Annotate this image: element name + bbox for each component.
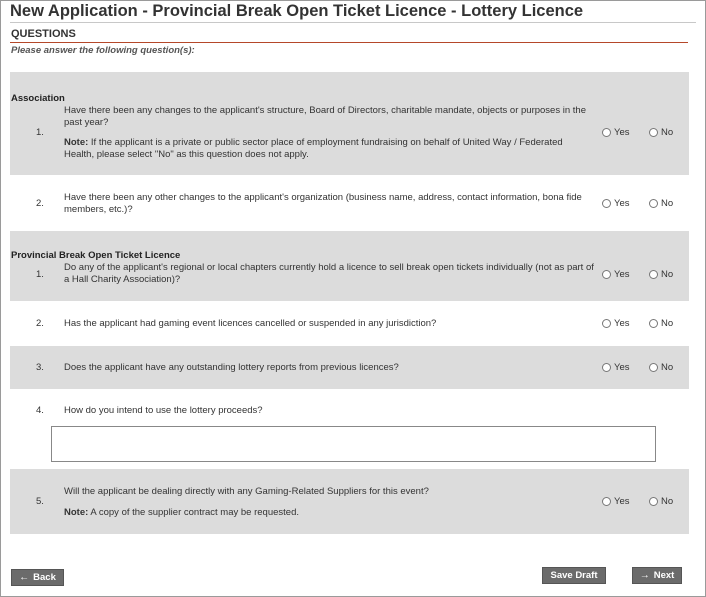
radio-yes-p1[interactable] bbox=[602, 269, 630, 280]
group-heading-association: Association bbox=[11, 93, 65, 104]
question-text: Do any of the applicant's regional or local chapters currently hold a licence to sell break open tickets individually (not as part of a Hall Charity Association)? bbox=[64, 262, 594, 285]
radio-label: Yes bbox=[614, 127, 630, 138]
back-button-label: Back bbox=[33, 572, 56, 583]
radio-label: No bbox=[661, 318, 674, 329]
radio-circle[interactable] bbox=[649, 270, 658, 279]
radio-no-p3[interactable] bbox=[649, 362, 673, 373]
arrow-right-icon: → bbox=[639, 569, 650, 581]
radio-label: No bbox=[661, 127, 674, 138]
radio-yes-p3[interactable] bbox=[602, 362, 630, 373]
arrow-left-icon: ← bbox=[19, 571, 30, 583]
radio-circle[interactable] bbox=[602, 128, 611, 137]
radio-label: No bbox=[661, 496, 674, 507]
radio-label: Yes bbox=[614, 269, 630, 280]
radio-circle[interactable] bbox=[649, 363, 658, 372]
radio-circle[interactable] bbox=[602, 363, 611, 372]
radio-label: No bbox=[661, 269, 674, 280]
radio-circle[interactable] bbox=[602, 319, 611, 328]
radio-label: Yes bbox=[614, 496, 630, 507]
question-text: Does the applicant have any outstanding lottery reports from previous licences? bbox=[64, 362, 399, 373]
radio-circle[interactable] bbox=[649, 199, 658, 208]
question-number: 2. bbox=[36, 198, 44, 209]
question-text: Will the applicant be dealing directly with any Gaming-Related Suppliers for this event? bbox=[64, 486, 429, 497]
note-text: A copy of the supplier contract may be requested. bbox=[90, 507, 299, 518]
question-number: 2. bbox=[36, 318, 44, 329]
question-number: 3. bbox=[36, 362, 44, 373]
radio-yes-a1[interactable] bbox=[602, 127, 630, 138]
question-text: Have there been any other changes to the applicant's organization (business name, address, contact information, bona fide members, etc.)? bbox=[64, 192, 582, 215]
radio-label: No bbox=[661, 198, 674, 209]
section-divider bbox=[10, 42, 688, 43]
lottery-proceeds-textarea[interactable] bbox=[51, 426, 656, 462]
instructions: Please answer the following question(s): bbox=[11, 45, 195, 56]
radio-no-p5[interactable] bbox=[649, 496, 673, 507]
question-note bbox=[64, 507, 594, 519]
radio-circle[interactable] bbox=[602, 270, 611, 279]
question-number: 1. bbox=[36, 269, 44, 280]
question-text: Have there been any changes to the applicant's structure, Board of Directors, charitable mandate, objects or purposes in the past year? bbox=[64, 105, 586, 128]
radio-yes-p2[interactable] bbox=[602, 318, 630, 329]
radio-label: Yes bbox=[614, 198, 630, 209]
save-draft-button[interactable] bbox=[542, 567, 606, 584]
group-heading-pbot: Provincial Break Open Ticket Licence bbox=[11, 250, 181, 261]
radio-circle[interactable] bbox=[602, 199, 611, 208]
page-title: New Application - Provincial Break Open Ticket Licence - Lottery Licence bbox=[10, 2, 584, 20]
radio-label: Yes bbox=[614, 362, 630, 373]
question-band-pbot-5 bbox=[10, 469, 689, 534]
radio-yes-a2[interactable] bbox=[602, 198, 630, 209]
radio-no-a1[interactable] bbox=[649, 127, 673, 138]
radio-label: No bbox=[661, 362, 674, 373]
radio-no-p1[interactable] bbox=[649, 269, 673, 280]
note-label: Note: bbox=[64, 137, 89, 148]
question-number: 4. bbox=[36, 405, 44, 416]
save-draft-label: Save Draft bbox=[550, 570, 598, 581]
title-divider bbox=[10, 22, 696, 23]
radio-circle[interactable] bbox=[602, 497, 611, 506]
back-button[interactable] bbox=[11, 569, 64, 586]
note-label: Note: bbox=[64, 507, 89, 518]
question-note bbox=[64, 137, 594, 160]
radio-circle[interactable] bbox=[649, 497, 658, 506]
radio-circle[interactable] bbox=[649, 319, 658, 328]
next-button-label: Next bbox=[653, 570, 675, 581]
radio-yes-p5[interactable] bbox=[602, 496, 630, 507]
question-number: 5. bbox=[36, 496, 44, 507]
question-text: Has the applicant had gaming event licences cancelled or suspended in any jurisdiction? bbox=[64, 318, 437, 329]
radio-circle[interactable] bbox=[649, 128, 658, 137]
section-heading: QUESTIONS bbox=[11, 28, 76, 40]
radio-label: Yes bbox=[614, 318, 630, 329]
next-button[interactable] bbox=[632, 567, 682, 584]
radio-no-a2[interactable] bbox=[649, 198, 673, 209]
question-number: 1. bbox=[36, 127, 44, 138]
note-text: If the applicant is a private or public sector place of employment fundraising on behalf of United Way / Federated Health, please select "No" as this question does not apply. bbox=[64, 137, 563, 160]
radio-no-p2[interactable] bbox=[649, 318, 673, 329]
question-text: How do you intend to use the lottery proceeds? bbox=[64, 405, 263, 416]
